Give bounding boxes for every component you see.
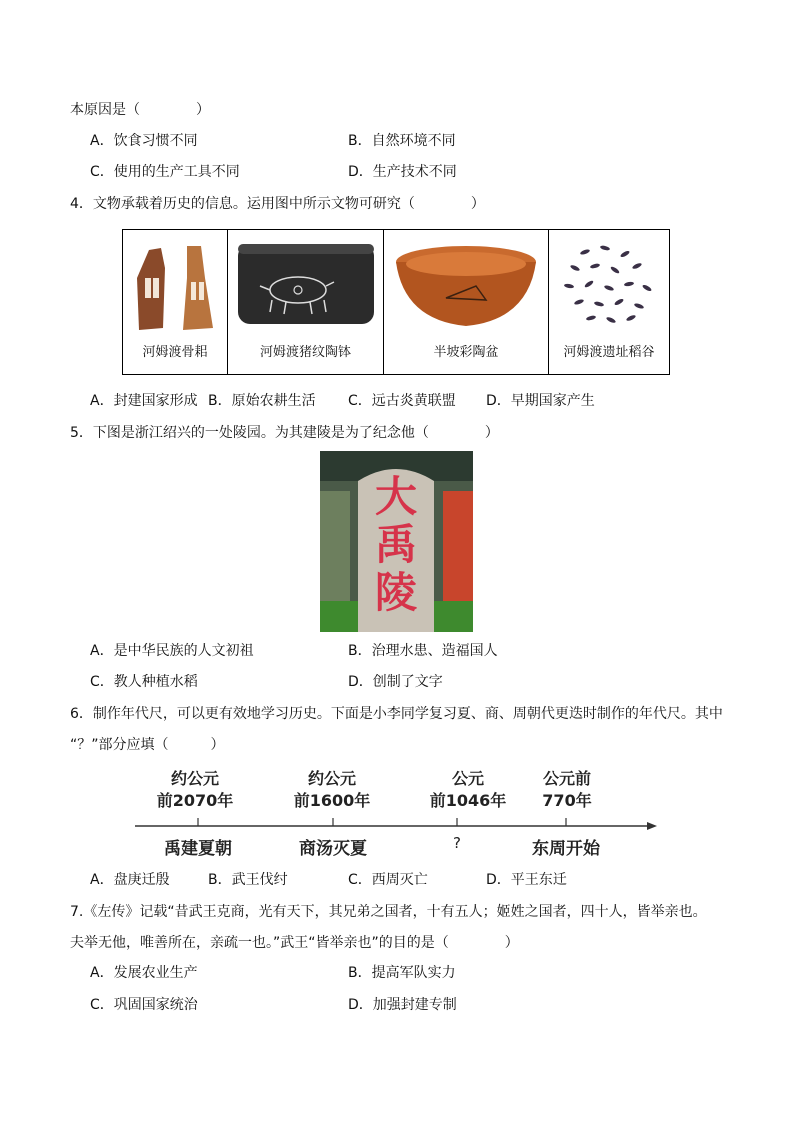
- q3-option-b: B．自然环境不同: [348, 133, 456, 149]
- timeline-date-1-line1: 约公元: [170, 769, 219, 788]
- caption-rice-grains: 河姆渡遗址稻谷: [563, 345, 655, 360]
- caption-pig-bowl: 河姆渡猪纹陶钵: [259, 345, 351, 360]
- q6-option-b: B．武王伐纣: [208, 872, 288, 888]
- bone-spade-image: [129, 238, 222, 334]
- timeline-event-1: 禹建夏朝: [164, 839, 232, 859]
- q6-option-c: C．西周灭亡: [348, 872, 428, 888]
- timeline-event-2: 商汤灭夏: [299, 839, 367, 859]
- timeline-axis: [135, 814, 660, 834]
- q6-option-d: D．平王东迁: [486, 872, 567, 888]
- artifact-rice-grains: [549, 230, 669, 374]
- timeline-event-4: 东周开始: [532, 839, 600, 859]
- q4-option-d: D．早期国家产生: [486, 393, 595, 409]
- q6-stem-line1: 6．制作年代尺，可以更有效地学习历史。下面是小李同学复习夏、商、周朝代更迭时制作的年代尺。其中: [70, 706, 723, 722]
- q7-option-b: B．提高军队实力: [348, 965, 456, 981]
- timeline-date-3-line2: 前1046年: [429, 791, 507, 810]
- q3-option-d: D．生产技术不同: [348, 164, 457, 180]
- timeline-event-3-unknown: ?: [453, 834, 461, 852]
- q7-stem-line2: 夫举无他，唯善所在，亲疏一也。”武王“皆举亲也”的目的是（ ）: [70, 935, 519, 951]
- q5-stem: 5．下图是浙江绍兴的一处陵园。为其建陵是为了纪念他（ ）: [70, 425, 499, 441]
- q7-stem-line1: 7.《左传》记载“昔武王克商，光有天下，其兄弟之国者，十有五人；姬姓之国者，四十人，皆举亲也。: [70, 904, 707, 920]
- dayu-mausoleum-photo: [320, 451, 473, 632]
- timeline-date-3: [423, 768, 513, 812]
- timeline-date-4-line2: 770年: [542, 791, 592, 810]
- painted-basin-image: [390, 238, 543, 334]
- stele-char-3: 陵: [374, 568, 417, 617]
- q5-option-d: D．创制了文字: [348, 674, 443, 690]
- stele-char-2: 禹: [374, 520, 417, 569]
- q5-option-b: B．治理水患、造福国人: [348, 643, 498, 659]
- q7-option-d: D．加强封建专制: [348, 997, 457, 1013]
- q7-option-c: C．巩固国家统治: [90, 997, 198, 1013]
- pig-bowl-image: [234, 238, 378, 334]
- artifact-bone-spade: [123, 230, 228, 374]
- timeline-date-2-line1: 约公元: [307, 769, 356, 788]
- q6-option-a: A．盘庚迁殷: [90, 872, 170, 888]
- q3-stem-tail: 本原因是（ ）: [70, 102, 210, 118]
- caption-painted-basin: 半坡彩陶盆: [433, 345, 499, 360]
- timeline-date-3-line1: 公元: [451, 769, 484, 788]
- q4-stem: 4．文物承载着历史的信息。运用图中所示文物可研究（ ）: [70, 196, 485, 212]
- timeline-date-1-line2: 前2070年: [156, 791, 234, 810]
- artifact-painted-basin: [384, 230, 549, 374]
- artifact-pig-bowl: [228, 230, 384, 374]
- timeline-date-4: [522, 768, 612, 812]
- timeline-date-2-line2: 前1600年: [293, 791, 371, 810]
- q5-option-a: A．是中华民族的人文初祖: [90, 643, 254, 659]
- q4-option-c: C．远古炎黄联盟: [348, 393, 456, 409]
- q7-option-a: A．发展农业生产: [90, 965, 198, 981]
- q4-option-b: B．原始农耕生活: [208, 393, 316, 409]
- timeline-date-4-line1: 公元前: [542, 769, 591, 788]
- timeline-date-2: [287, 768, 377, 812]
- q4-option-a: A．封建国家形成: [90, 393, 198, 409]
- dynasty-timeline: [135, 768, 660, 863]
- q5-option-c: C．教人种植水稻: [90, 674, 198, 690]
- q3-option-c: C．使用的生产工具不同: [90, 164, 240, 180]
- caption-bone-spade: 河姆渡骨耜: [142, 345, 208, 360]
- q6-stem-line2: “？”部分应填（ ）: [70, 737, 225, 753]
- q3-option-a: A．饮食习惯不同: [90, 133, 198, 149]
- stele-char-1: 大: [374, 472, 417, 521]
- timeline-date-1: [150, 768, 240, 812]
- rice-grains-image: [555, 238, 663, 334]
- artifact-image-table: [122, 229, 670, 375]
